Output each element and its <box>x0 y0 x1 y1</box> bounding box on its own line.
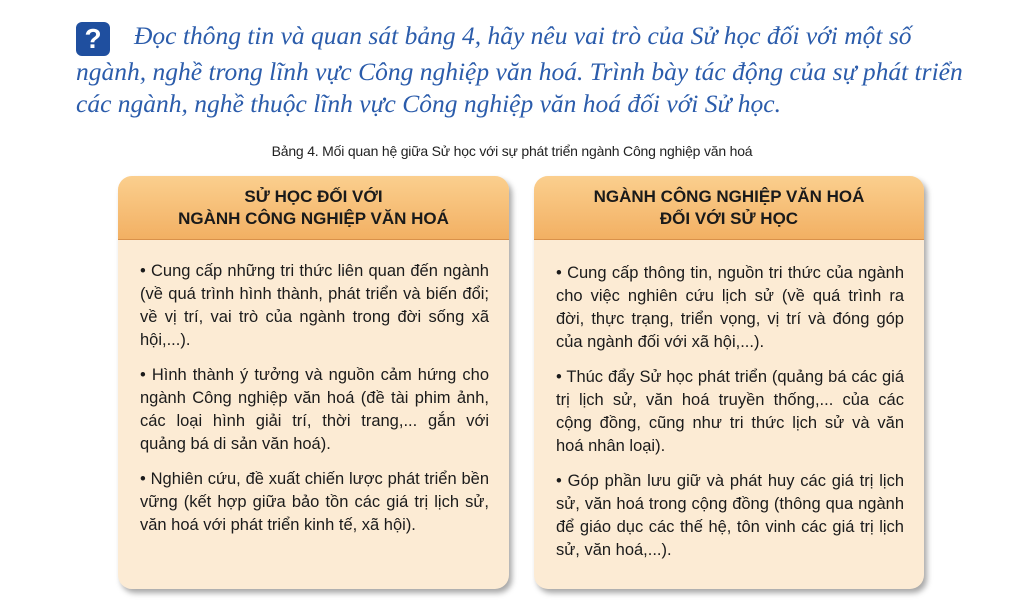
question-text: Đọc thông tin và quan sát bảng 4, hãy nêu vai trò của Sử học đối với một số ngành, nghề trong lĩnh vực Công nghiệp văn hoá. Trình bày tác động của sự phát triển các ngành, nghề thuộc lĩnh vực Công nghiệp văn hoá đối với Sử học. <box>76 21 963 118</box>
list-item: • Góp phần lưu giữ và phát huy các giá trị lịch sử, văn hoá trong cộng đồng (thông qua ngành để giáo dục các thế hệ, tôn vinh các giá trị lịch sử, văn hoá,...). <box>556 472 904 559</box>
list-item: • Cung cấp thông tin, nguồn tri thức của ngành cho việc nghiên cứu lịch sử (về quá trình ra đời, thực trạng, triển vọng, vị trí và đóng góp của ngành đối với xã hội,...). <box>556 264 904 351</box>
card-heading-line1: NGÀNH CÔNG NGHIỆP VĂN HOÁ <box>593 186 865 206</box>
list-item: • Nghiên cứu, đề xuất chiến lược phát triển bền vững (kết hợp giữa bảo tồn các giá trị lịch sử, văn hoá với phát triển kinh tế, xã hội). <box>140 470 489 534</box>
question-mark-icon: ? <box>76 22 110 56</box>
card-heading-line2: NGÀNH CÔNG NGHIỆP VĂN HOÁ <box>178 208 449 228</box>
card-heading-line2: ĐỐI VỚI SỬ HỌC <box>659 208 799 228</box>
card-header-left <box>118 176 509 240</box>
industry-to-history-card <box>534 176 924 589</box>
card-heading-line1: SỬ HỌC ĐỐI VỚI <box>244 186 383 206</box>
list-item: • Cung cấp những tri thức liên quan đến ngành (về quá trình hình thành, phát triển và biến đổi; về vị trí, vai trò của ngành trong đời sống xã hội,...). <box>140 262 489 349</box>
table-caption: Bảng 4. Mối quan hệ giữa Sử học với sự phát triển ngành Công nghiệp văn hoá <box>271 143 753 159</box>
card-body-left <box>118 240 509 537</box>
history-to-industry-card <box>118 176 509 589</box>
card-body-right <box>534 240 924 562</box>
list-item: • Hình thành ý tưởng và nguồn cảm hứng cho ngành Công nghiệp văn hoá (đề tài phim ảnh, các loại hình giải trí, thời trang,... gắn với quảng bá di sản văn hoá). <box>140 366 489 453</box>
card-header-right <box>534 176 924 240</box>
question-text-block <box>76 20 981 120</box>
list-item: • Thúc đẩy Sử học phát triển (quảng bá các giá trị lịch sử, văn hoá truyền thống,... của các cộng đồng, cũng như tri thức lịch sử và văn hoá nhân loại). <box>556 368 904 455</box>
